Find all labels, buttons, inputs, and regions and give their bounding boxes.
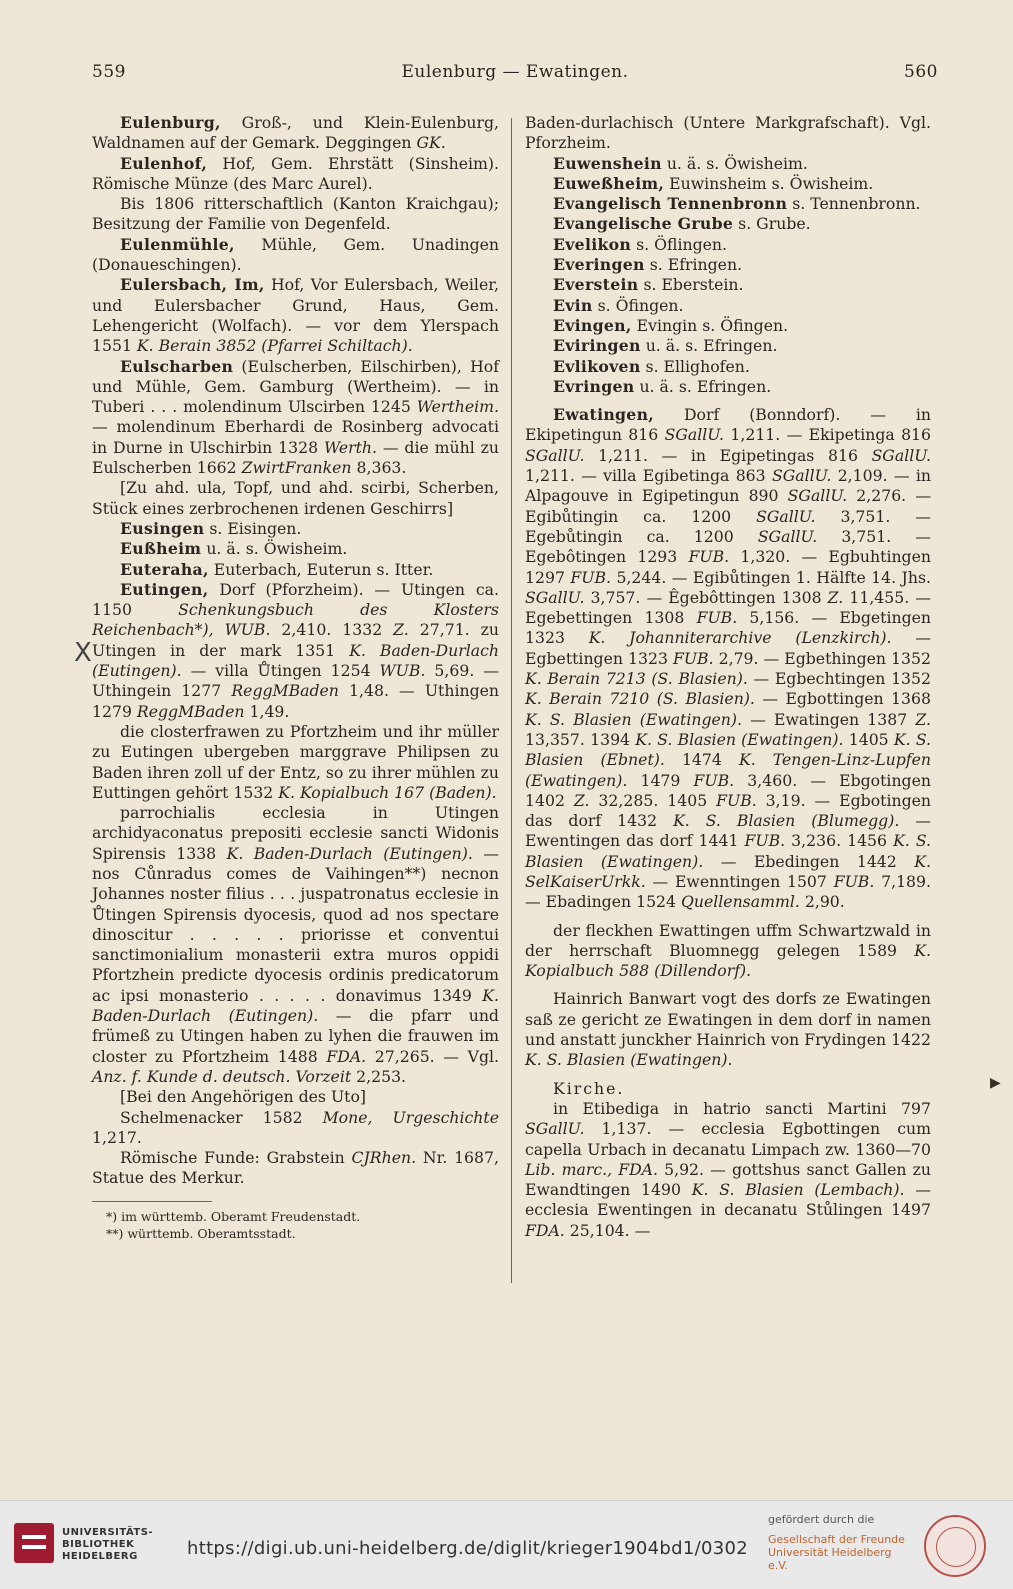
library-name-line: HEIDELBERG — [62, 1551, 138, 1562]
paragraph: Schelmenacker 1582 Mone, Urgeschichte 1,217. — [92, 1107, 499, 1147]
entry-everstein: Everstein s. Eberstein. — [553, 275, 744, 295]
entry-evringen: Evringen u. ä. s. Efringen. — [553, 376, 772, 396]
entry-eulscharben: Eulscharben (Eulscherben, Eilschirben), Hof und Mühle, Gem. Gamburg (Wertheim). — in Tuberi . . . molendinum Ulscirben 1245 Wertheim. — molendinum Eberhardi de Rosinberg advocati in Durne in Ulschirbin 1328 Werth. — die mühl zu Eulscherben 1662 ZwirtFranken 8,363. — [92, 356, 499, 478]
footnote: **) württemb. Oberamtsstadt. — [106, 1225, 296, 1241]
paragraph: parrochialis ecclesia in Utingen archidyaconatus prepositi ecclesie sancti Widonis Spirensis 1338 K. Baden-Durlach (Eutingen). — nos Cůnradus comes de Vaihingen**) necnon Johannes noster filius . . . juspatronatus ecclesie in Ůtingen Spirensis dyocesis, quod ad nos spectare dinoscitur . . . . . priorisse et conventui sanctimonialium monasterii extra muros oppidi Pfortzhein predicte dyocesis ordinis predicatorum ac ipsi monasterio . . . . . donavimus 1349 K. Baden-Durlach (Eutingen). — die pfarr und frümeß zu Utingen haben zu lyhen die frauwen im closter zu Pfortzheim 1488 FDA. 27,265. — Vgl. Anz. f. Kunde d. deutsch. Vorzeit 2,253. — [92, 803, 499, 1086]
entry-eutingen: Eutingen, Dorf (Pforzheim). — Utingen ca. 1150 Schenkungsbuch des Klosters Reichenbach*), WUB. 2,410. 1332 Z. 27,71. zu Utingen in der mark 1351 K. Baden-Durlach (Eutingen). — villa Ůtingen 1254 WUB. 5,69. — Uthingein 1277 ReggMBaden 1,48. — Uthingen 1279 ReggMBaden 1,49. — [92, 579, 500, 721]
entry-evelikon: Evelikon s. Öflingen. — [553, 234, 727, 254]
entry-everingen: Everingen s. Efringen. — [553, 255, 743, 275]
column-divider — [511, 118, 512, 1283]
entry-eulersbach: Eulersbach, Im, Hof, Vor Eulersbach, Weiler, und Eulersbacher Grund, Haus, Gem. Lehengericht (Wolfach). — vor dem Ylerspach 1551 K. Berain 3852 (Pfarrei Schiltach). — [92, 275, 499, 356]
entry-ewatingen: Ewatingen, Dorf (Bonndorf). — in Ekipetingun 816 SGallU. 1,211. — Ekipetinga 816 SGallU. 1,211. — in Egipetingas 816 SGallU. 1,211. — villa Egibetinga 863 SGallU. 2,109. — in Alpagouve in Egipetingun 890 SGallU. 2,276. — Egibůtingin ca. 1200 SGallU. 3,751. — Egebůtingin ca. 1200 SGallU. 3,751. — Egebôtingen 1293 FUB. 1,320. — Egbuhtingen 1297 FUB. 5,244. — Egibůtingen 1. Hälfte 14. Jhs. SGallU. 3,757. — Êgebôttingen 1308 Z. 11,455. — Egebettingen 1308 FUB. 5,156. — Ebgetingen 1323 K. Johanniterarchive (Lenzkirch). — Egbettingen 1323 FUB. 2,79. — Egbethingen 1352 K. Berain 7213 (S. Blasien). — Egbechtingen 1352 K. Berain 7210 (S. Blasien). — Egbottingen 1368 K. S. Blasien (Ewatingen). — Ewatingen 1387 Z. 13,357. 1394 K. S. Blasien (Ewatingen). 1405 K. S. Blasien (Ebnet). 1474 K. Tengen-Linz-Lupfen (Ewatingen). 1479 FUB. 3,460. — Ebgotingen 1402 Z. 32,285. 1405 FUB. 3,19. — Egbotingen das dorf 1432 K. S. Blasien (Blumegg). — Ewentingen das dorf 1441 FUB. 3,236. 1456 K. S. Blasien (Ewatingen). — Ebedingen 1442 K. SelKaiserUrkk. — Ewenntingen 1507 FUB. 7,189. — Ebadingen 1524 Quellensamml. 2,90. — [525, 405, 932, 912]
running-header — [92, 62, 938, 90]
entry-eusingen: Eusingen s. Eisingen. — [120, 518, 302, 538]
entry-evangelisch-tennenbronn: Evangelisch Tennenbronn s. Tennenbronn. — [553, 194, 921, 214]
paragraph: in Etibediga in hatrio sancti Martini 797 SGallU. 1,137. — ecclesia Egbottingen cum capella Urbach in decanatu Limpach zw. 1360—70 Lib. marc., FDA. 5,92. — gottshus sanct Gallen zu Ewandtingen 1490 K. S. Blasien (Lembach). — ecclesia Ewentingen in decanatu Stůlingen 1497 FDA. 25,104. — — [525, 1098, 932, 1240]
library-name — [62, 1527, 153, 1563]
paragraph: [Zu ahd. ula, Topf, und ahd. scirbi, Scherben, Stück eines zerbrochenen irdenen Geschirrs] — [92, 478, 499, 518]
viewer-footer — [0, 1500, 1013, 1589]
entry-euwessheim: Euweßheim, Euwinsheim s. Öwisheim. — [553, 173, 874, 193]
paragraph: Römische Funde: Grabstein CJRhen. Nr. 1687, Statue des Merkur. — [92, 1148, 499, 1188]
entry-eulenhof: Eulenhof, Hof, Gem. Ehrstätt (Sinsheim). Römische Münze (des Marc Aurel). — [92, 153, 499, 193]
sponsor-lead: gefördert durch die — [768, 1513, 875, 1526]
footnote: *) im württemb. Oberamt Freudenstadt. — [106, 1208, 361, 1224]
edge-arrow-icon: ▶ — [990, 1075, 1001, 1091]
university-seal-icon — [924, 1515, 986, 1577]
paragraph: [Bei den Angehörigen des Uto] — [120, 1087, 367, 1107]
entry-eussheim: Eußheim u. ä. s. Öwisheim. — [120, 539, 348, 559]
left-column — [92, 113, 499, 1242]
page-number-left: 559 — [92, 62, 126, 82]
entry-eulenburg: Eulenburg, Groß-, und Klein-Eulenburg, Waldnamen auf der Gemark. Deggingen GK. — [92, 113, 499, 153]
entry-evingen: Evingen, Evingin s. Öfingen. — [553, 315, 789, 335]
right-column — [525, 113, 931, 1241]
entry-evangelische-grube: Evangelische Grube s. Grube. — [553, 214, 811, 234]
paragraph: Hainrich Banwart vogt des dorfs ze Ewatingen saß ze gericht ze Ewatingen in dem dorf in namen und anstatt junckher Hainrich von Frydingen 1422 K. S. Blasien (Ewatingen). — [525, 989, 931, 1070]
entry-euwenshein: Euwenshein u. ä. s. Öwisheim. — [553, 153, 808, 173]
library-name-line: BIBLIOTHEK — [62, 1539, 135, 1550]
entry-eviringen: Eviringen u. ä. s. Efringen. — [553, 336, 778, 356]
paragraph: Baden-durlachisch (Untere Markgrafschaft). Vgl. Pforzheim. — [525, 113, 931, 153]
paragraph: die closterfrawen zu Pfortzheim und ihr müller zu Eutingen ubergeben marggrave Philipsen zu Baden ihren zoll uf der Entz, so zu ihrer mühlen zu Euttingen gehört 1532 K. Kopialbuch 167 (Baden). — [92, 721, 499, 802]
university-logo-icon[interactable] — [14, 1523, 54, 1563]
sponsor-org-line: Gesellschaft der Freunde — [768, 1533, 905, 1546]
permalink[interactable]: https://digi.ub.uni-heidelberg.de/diglit/krieger1904bd1/0302 — [187, 1538, 749, 1559]
entry-evlikoven: Evlikoven s. Ellighofen. — [553, 356, 750, 376]
library-name-line: UNIVERSITÄTS- — [62, 1527, 154, 1538]
sponsor-block — [768, 1513, 908, 1572]
sponsor-org-line: Universität Heidelberg e.V. — [768, 1546, 892, 1572]
entry-eulenmuehle: Eulenmühle, Mühle, Gem. Unadingen (Donaueschingen). — [92, 234, 499, 275]
page-number-right: 560 — [904, 62, 938, 82]
margin-mark: X — [74, 638, 92, 668]
footnote-rule — [92, 1201, 212, 1202]
paragraph: der fleckhen Ewattingen uffm Schwartzwald in der herrschaft Bluomnegg gelegen 1589 K. Kopialbuch 588 (Dillendorf). — [525, 920, 931, 981]
entry-evin: Evin s. Öfingen. — [553, 295, 684, 315]
section-heading-kirche: Kirche. — [553, 1078, 625, 1098]
running-title: Eulenburg — Ewatingen. — [401, 62, 629, 82]
entry-euteraha: Euteraha, Euterbach, Euterun s. Itter. — [120, 559, 434, 579]
paragraph: Bis 1806 ritterschaftlich (Kanton Kraichgau); Besitzung der Familie von Degenfeld. — [92, 194, 499, 234]
